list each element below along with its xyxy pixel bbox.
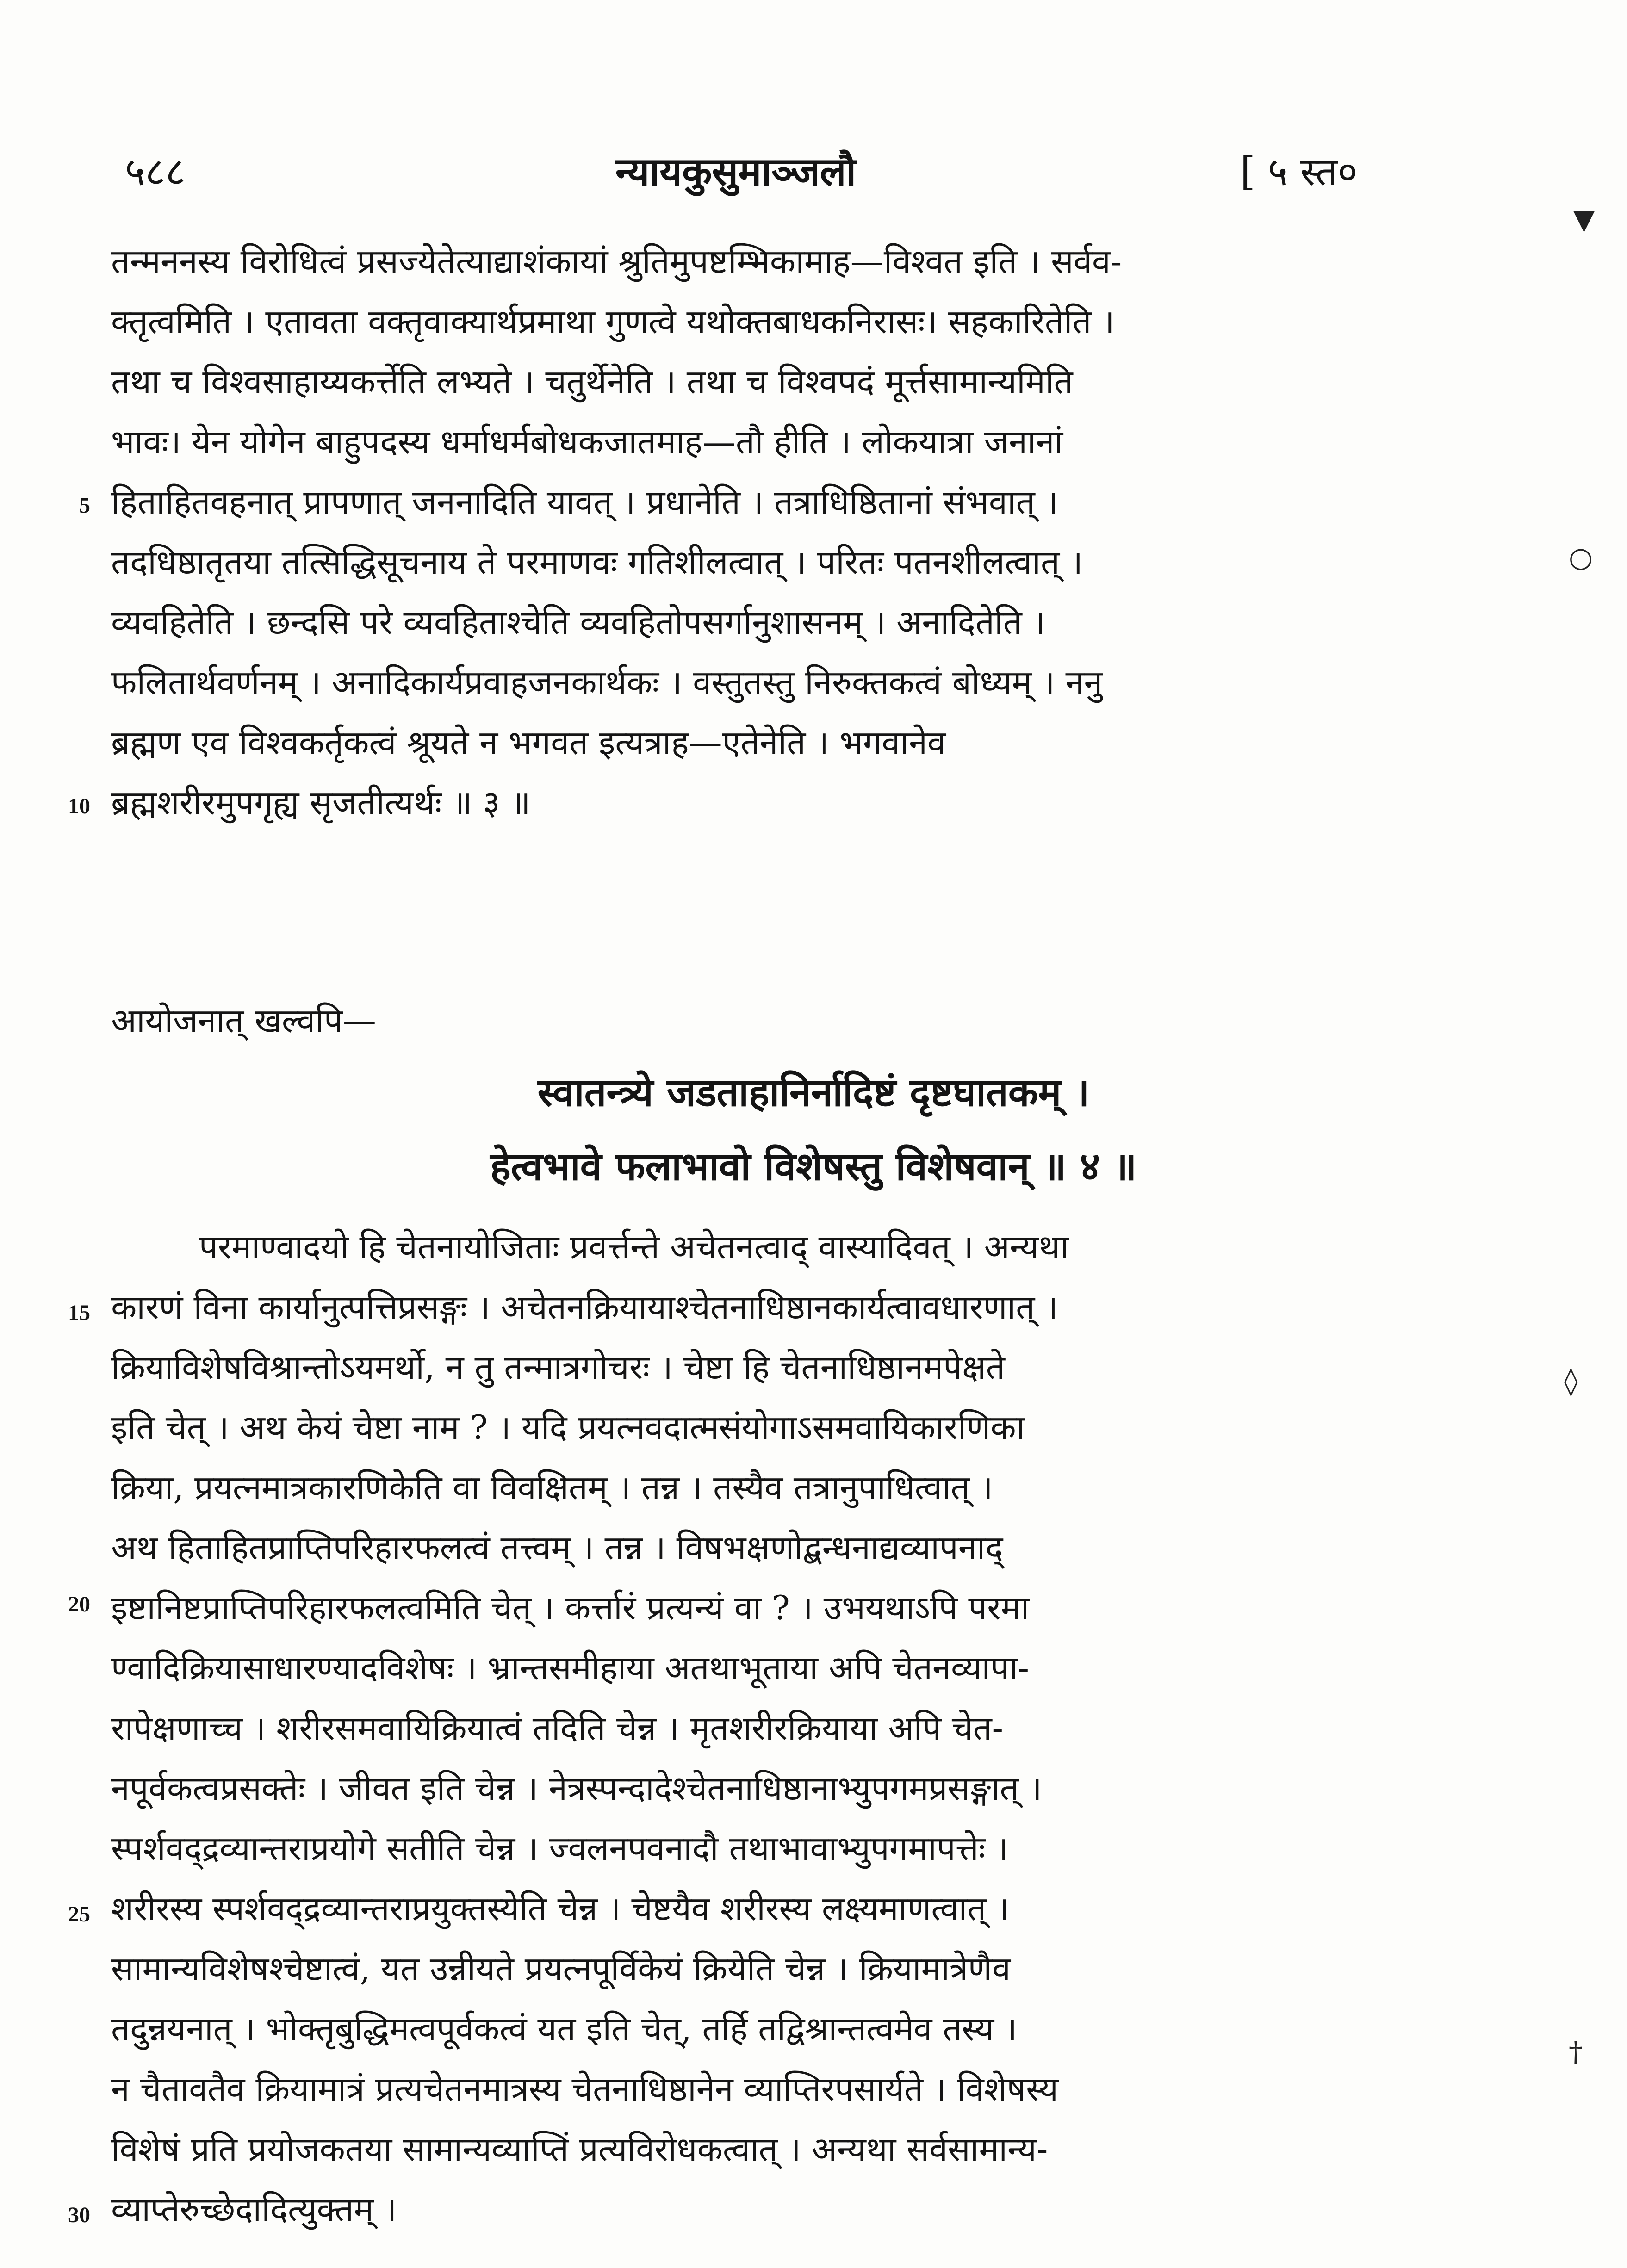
verse-intro: आयोजनात् खल्वपि— [111,1001,376,1040]
text-line: व्यवहितेति । छन्दसि परे व्यवहिताश्चेति व्यवहितोपसर्गानुशासनम् । अनादितेति । [111,603,1045,642]
text-line: तदुन्नयनात् । भोक्तृबुद्धिमत्वपूर्वकत्वं यत इति चेत्, तर्हि तद्विश्रान्तत्वमेव तस्य । [111,2009,1018,2048]
text-line: अथ हिताहितप्राप्तिपरिहारफलत्वं तत्त्वम् । तन्न । विषभक्षणोद्बन्धनाद्यव्यापनाद् [111,1528,1003,1567]
text-line: व्याप्तेरुच्छेदादित्युक्तम् । [111,2190,397,2229]
line-number: 20 [68,1592,90,1617]
text-line: रापेक्षणाच्च । शरीरसमवायिक्रियात्वं तदिति चेन्न । मृतशरीरक्रियाया अपि चेत- [111,1709,1004,1747]
verse-line: हेत्वभावे फलाभावो विशेषस्तु विशेषवान् ॥ ४ ॥ [490,1143,1137,1189]
page-header [0,139,1627,204]
text-line: तदधिष्ठातृतया तत्सिद्धिसूचनाय ते परमाणवः गतिशीलत्वात् । परितः पतनशीलत्वात् । [111,543,1083,582]
scan-mark: ◊ [1564,1365,1578,1397]
running-title: न्यायकुसुमाञ्जलौ [615,149,857,194]
page-number: ५८८ [125,149,186,194]
text-line: सामान्यविशेषश्चेष्टात्वं, यत उन्नीयते प्रयत्नपूर्विकेयं क्रियेति चेन्न । क्रियामात्रेणैव [111,1949,1011,1988]
line-number: 5 [79,493,90,518]
section-marker: [ ५ स्त० [1240,149,1358,194]
line-number: 30 [68,2203,90,2227]
text-line: परमाण्वादयो हि चेतनायोजिताः प्रवर्त्तन्ते अचेतनत्वाद् वास्यादिवत् । अन्यथा [199,1227,1069,1266]
text-line: न चैतावतैव क्रियामात्रं प्रत्यचेतनमात्रस्य चेतनाधिष्ठानेन व्याप्तिरपसार्यते । विशेषस्य [111,2070,1058,2108]
text-line: तन्मननस्य विरोधित्वं प्रसज्येतेत्याद्याशंकायां श्रुतिमुपष्टम्भिकामाह—विश्वत इति । सर्वव- [111,242,1122,281]
text-line: कारणं विना कार्यानुत्पत्तिप्रसङ्गः । अचेतनक्रियायाश्चेतनाधिष्ठानकार्यत्वावधारणात् । [111,1288,1058,1326]
text-line: तथा च विश्वसाहाय्यकर्त्तेति लभ्यते । चतुर्थेनेति । तथा च विश्वपदं मूर्त्तसामान्यमिति [111,362,1073,401]
text-line: क्रियाविशेषविश्रान्तोऽयमर्थो, न तु तन्मात्रगोचरः । चेष्टा हि चेतनाधिष्ठानमपेक्षते [111,1348,1005,1387]
line-number: 15 [68,1301,90,1325]
text-line: क्रिया, प्रयत्नमात्रकारणिकेति वा विवक्षितम् । तन्न । तस्यैव तत्रानुपाधित्वात् । [111,1468,993,1507]
text-line: इति चेत् । अथ केयं चेष्टा नाम ? । यदि प्रयत्नवदात्मसंयोगाऽसमवायिकारणिका [111,1408,1025,1447]
text-line: ब्रह्मशरीरमुपगृह्य सृजतीत्यर्थः ॥ ३ ॥ [111,783,531,822]
scan-mark: ▼ [1573,204,1595,236]
scan-mark: ○ [1569,541,1593,574]
verse-line: स्वातन्त्र्ये जडताहानिर्नादिष्टं दृष्टघातकम् । [537,1069,1090,1115]
text-line: नपूर्वकत्वप्रसक्तेः । जीवत इति चेन्न । नेत्रस्पन्दादेश्चेतनाधिष्ठानाभ्युपगमप्रसङ्गात् । [111,1769,1042,1808]
line-number: 10 [68,794,90,818]
text-line: ण्वादिक्रियासाधारण्यादविशेषः । भ्रान्तसमीहाया अतथाभूताया अपि चेतनव्यापा- [111,1648,1029,1687]
scan-mark: † [1569,2036,1583,2068]
text-line: ब्रह्मण एव विश्वकर्तृकत्वं श्रूयते न भगवत इत्यत्राह—एतेनेति । भगवानेव [111,723,946,762]
text-line: फलितार्थवर्णनम् । अनादिकार्यप्रवाहजनकार्थकः । वस्तुतस्तु निरुक्तकत्वं बोध्यम् । ननु [111,663,1103,702]
text-line: शरीरस्य स्पर्शवद्द्रव्यान्तराप्रयुक्तस्येति चेन्न । चेष्टयैव शरीरस्य लक्ष्यमाणत्वात् । [111,1889,1010,1928]
text-line: स्पर्शवद्द्रव्यान्तराप्रयोगे सतीति चेन्न । ज्वलनपवनादौ तथाभावाभ्युपगमापत्तेः । [111,1829,1009,1868]
text-line: हिताहितवहनात् प्रापणात् जननादिति यावत् । प्रधानेति । तत्राधिष्ठितानां संभवात् । [111,483,1058,521]
text-line: विशेषं प्रति प्रयोजकतया सामान्यव्याप्तिं प्रत्यविरोधकत्वात् । अन्यथा सर्वसामान्य- [111,2130,1048,2169]
text-line: इष्टानिष्टप्राप्तिपरिहारफलत्वमिति चेत् । कर्त्तारं प्रत्यन्यं वा ? । उभयथाऽपि परमा [111,1588,1030,1627]
text-line: भावः। येन योगेन बाहुपदस्य धर्माधर्मबोधकजातमाह—तौ हीति । लोकयात्रा जनानां [111,422,1063,461]
text-line: क्तृत्वमिति । एतावता वक्तृवाक्यार्थप्रमाथा गुणत्वे यथोक्तबाधकनिरासः। सहकारितेति । [111,302,1115,341]
line-number: 25 [68,1902,90,1927]
